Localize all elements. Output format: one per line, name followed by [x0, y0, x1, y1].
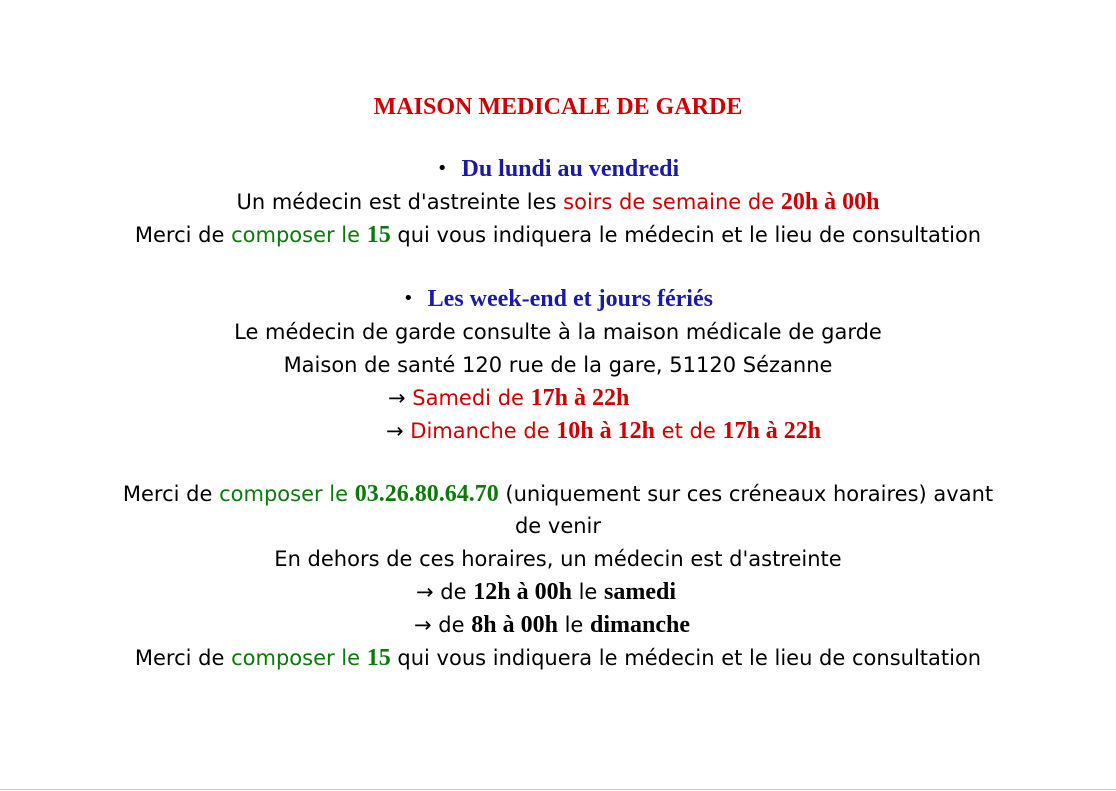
- address-text: Maison de santé 120 rue de la gare, 51120 Sézanne: [283, 353, 833, 377]
- weekday-call-line: [0, 222, 1116, 248]
- sunday-oncall-line: [414, 612, 690, 638]
- saturday-oncall-prefix: de: [440, 580, 474, 604]
- weekend-compose-text: composer le: [219, 482, 355, 506]
- weekend-consult-line: [0, 319, 1116, 345]
- bullet-icon: •: [403, 288, 414, 309]
- saturday-oncall-day: samedi: [604, 579, 677, 605]
- page-title: [0, 94, 1116, 120]
- sunday-oncall-hours: 8h à 00h: [471, 612, 558, 638]
- final-call-rest: qui vous indiquera le médecin et le lieu de consultation: [390, 646, 982, 670]
- arrow-right-icon: →: [388, 386, 413, 410]
- saturday-oncall-line: [416, 579, 676, 605]
- weekday-hours: 20h à 00h: [780, 189, 880, 215]
- weekend-heading-text: Les week-end et jours fériés: [427, 286, 713, 312]
- weekday-compose-text: composer le: [231, 223, 367, 247]
- weekend-call-line: [0, 481, 1116, 507]
- weekend-consult-text: Le médecin de garde consulte à la maison médicale de garde: [234, 320, 882, 344]
- sunday-oncall-le: le: [557, 613, 591, 637]
- weekday-oncall-line: [0, 189, 1116, 215]
- final-call-line: [0, 645, 1116, 671]
- weekday-call-rest: qui vous indiquera le médecin et le lieu de consultation: [390, 223, 982, 247]
- final-call-text: Merci de: [134, 646, 232, 670]
- section-weekday-heading: [0, 156, 1116, 182]
- page-bottom-divider: [0, 789, 1116, 790]
- weekend-call-end: de venir: [514, 514, 602, 538]
- weekday-heading-text: Du lundi au vendredi: [461, 156, 680, 182]
- address-line: [0, 352, 1116, 378]
- weekday-oncall-text: Un médecin est d'astreinte les: [236, 190, 564, 214]
- section-weekend-heading: [0, 286, 1116, 312]
- arrow-right-icon: →: [416, 580, 441, 604]
- weekend-call-rest: (uniquement sur ces créneaux horaires) avant: [498, 482, 994, 506]
- arrow-right-icon: →: [414, 613, 439, 637]
- page-title-text: MAISON MEDICALE DE GARDE: [373, 94, 743, 120]
- sunday-morning-hours: 10h à 12h: [556, 418, 655, 444]
- sunday-oncall-prefix: de: [438, 613, 472, 637]
- weekend-call-text: Merci de: [122, 482, 220, 506]
- sunday-label: Dimanche de: [410, 419, 557, 443]
- weekday-call-text: Merci de: [134, 223, 232, 247]
- weekday-evening-text: soirs de semaine de: [563, 190, 781, 214]
- sunday-evening-hours: 17h à 22h: [722, 418, 822, 444]
- sunday-oncall-day: dimanche: [590, 612, 691, 638]
- weekday-phone-number: 15: [366, 222, 391, 248]
- final-phone-number: 15: [366, 645, 391, 671]
- arrow-right-icon: →: [386, 419, 411, 443]
- outside-hours-line: [0, 546, 1116, 572]
- saturday-hours: 17h à 22h: [530, 385, 630, 411]
- saturday-oncall-le: le: [571, 580, 605, 604]
- weekend-phone-number: 03.26.80.64.70: [354, 481, 499, 507]
- sunday-and-text: et de: [655, 419, 723, 443]
- saturday-oncall-hours: 12h à 00h: [473, 579, 572, 605]
- bullet-icon: •: [436, 158, 448, 179]
- final-compose-text: composer le: [231, 646, 367, 670]
- weekend-call-line-continued: [0, 513, 1116, 539]
- outside-hours-text: En dehors de ces horaires, un médecin est d'astreinte: [274, 547, 842, 571]
- saturday-label: Samedi de: [412, 386, 531, 410]
- saturday-hours-line: [388, 385, 629, 411]
- sunday-hours-line: [386, 418, 821, 444]
